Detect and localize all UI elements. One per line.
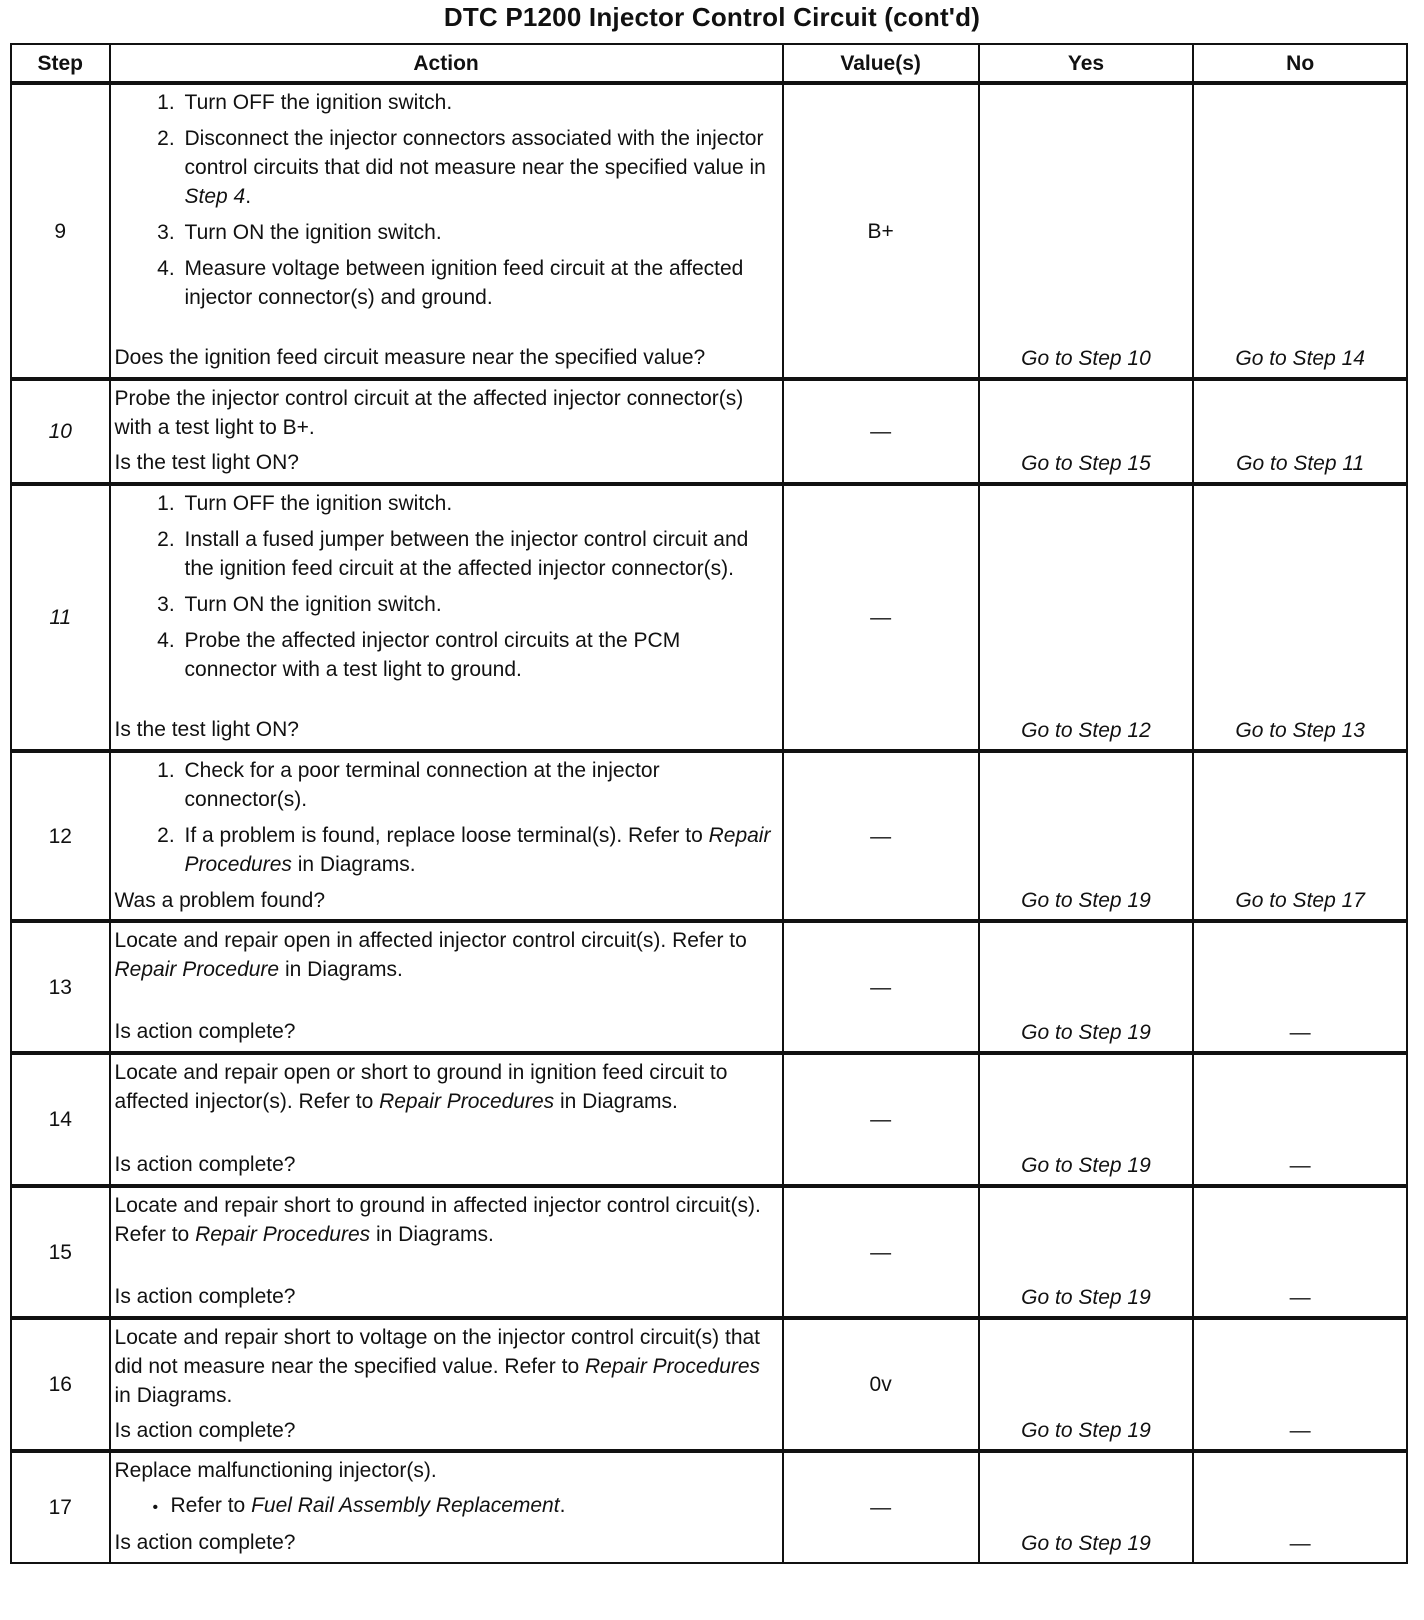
- list-item: [181, 590, 778, 619]
- action-cell: [110, 751, 783, 921]
- action-cell: [110, 1451, 783, 1563]
- reference-text: Repair Procedures: [584, 1355, 761, 1378]
- question-text: Is action complete?: [114, 1020, 296, 1043]
- step-number: 14: [11, 1053, 110, 1186]
- no-cell: Go to Step 11: [1193, 379, 1407, 484]
- question-text: Is action complete?: [114, 1531, 296, 1554]
- step-number: 9: [11, 83, 110, 379]
- action-paragraph: [115, 1323, 778, 1410]
- reference-text: Repair Procedures: [184, 824, 771, 876]
- table-body: [11, 83, 1407, 1563]
- list-item: [181, 124, 778, 211]
- action-cell: [110, 1053, 783, 1186]
- value-cell: —: [783, 921, 979, 1053]
- action-text: Locate and repair open in affected injector control circuit(s). Refer to: [114, 929, 747, 952]
- yes-cell: Go to Step 12: [979, 484, 1194, 751]
- value-cell: —: [783, 379, 979, 484]
- table-row: [11, 1186, 1407, 1318]
- no-cell: —: [1193, 1451, 1407, 1563]
- header-action: Action: [110, 44, 783, 83]
- action-text: Measure voltage between ignition feed circuit at the affected injector connector(s) and ground.: [184, 257, 744, 309]
- list-item: [181, 88, 778, 117]
- step-number: 11: [11, 484, 110, 751]
- step-number: 16: [11, 1318, 110, 1451]
- action-text-tail: in Diagrams.: [291, 853, 416, 876]
- reference-text: Repair Procedures: [379, 1090, 555, 1113]
- action-steps: [115, 489, 778, 684]
- action-text: Probe the injector control circuit at the affected injector connector(s) with a test light to B+.: [114, 387, 744, 439]
- question-text: Is action complete?: [114, 1419, 296, 1442]
- action-text: Turn ON the ignition switch.: [184, 221, 442, 244]
- yes-cell: Go to Step 19: [979, 751, 1194, 921]
- no-cell: —: [1193, 1053, 1407, 1186]
- list-item: [181, 821, 778, 879]
- header-row: [11, 44, 1407, 83]
- action-cell: [110, 921, 783, 1053]
- action-text: Install a fused jumper between the injector control circuit and the ignition feed circuit at the affected injector connector(s).: [184, 528, 749, 580]
- action-cell: [110, 484, 783, 751]
- action-cell: [110, 1186, 783, 1318]
- header-step: Step: [11, 44, 110, 83]
- question-text: Was a problem found?: [114, 889, 326, 912]
- value-cell: —: [783, 751, 979, 921]
- action-cell: [110, 379, 783, 484]
- action-text: Refer to: [170, 1494, 252, 1517]
- action-bullets: [115, 1491, 778, 1522]
- yes-cell: Go to Step 19: [979, 1318, 1194, 1451]
- reference-text: Step 4: [184, 185, 246, 208]
- table-row: [11, 484, 1407, 751]
- yes-cell: Go to Step 19: [979, 1053, 1194, 1186]
- action-text: Locate and repair short to ground in affected injector control circuit(s). Refer to: [114, 1194, 761, 1246]
- action-text: Locate and repair short to voltage on the injector control circuit(s) that did not measure near the specified value. Refer to: [114, 1326, 761, 1378]
- yes-cell: Go to Step 10: [979, 83, 1194, 379]
- list-item: [181, 254, 778, 312]
- action-paragraph: [115, 1191, 778, 1249]
- yes-cell: Go to Step 15: [979, 379, 1194, 484]
- list-item: [181, 489, 778, 518]
- action-text: Probe the affected injector control circuits at the PCM connector with a test light to ground.: [184, 629, 681, 681]
- yes-cell: Go to Step 19: [979, 1186, 1194, 1318]
- list-item: [181, 756, 778, 814]
- no-cell: —: [1193, 1318, 1407, 1451]
- yes-cell: Go to Step 19: [979, 1451, 1194, 1563]
- value-cell: —: [783, 1451, 979, 1563]
- value-cell: B+: [783, 83, 979, 379]
- action-text: Turn ON the ignition switch.: [184, 593, 442, 616]
- action-text: Replace malfunctioning injector(s).: [114, 1459, 437, 1482]
- header-no: No: [1193, 44, 1407, 83]
- action-text-tail: .: [245, 185, 252, 208]
- reference-text: Repair Procedures: [195, 1223, 371, 1246]
- action-text: Turn OFF the ignition switch.: [184, 91, 453, 114]
- action-cell: [110, 1318, 783, 1451]
- action-text-tail: in Diagrams.: [370, 1223, 494, 1246]
- reference-text: Repair Procedure: [114, 958, 280, 981]
- value-cell: —: [783, 484, 979, 751]
- action-text: Check for a poor terminal connection at the injector connector(s).: [184, 759, 660, 811]
- action-paragraph: [115, 1058, 778, 1116]
- step-number: 15: [11, 1186, 110, 1318]
- step-number: 13: [11, 921, 110, 1053]
- page-title: DTC P1200 Injector Control Circuit (cont'd): [443, 2, 981, 32]
- question-text: Is action complete?: [114, 1285, 296, 1308]
- action-cell: [110, 83, 783, 379]
- question-text: Does the ignition feed circuit measure near the specified value?: [114, 346, 706, 369]
- value-cell: —: [783, 1053, 979, 1186]
- header-yes: Yes: [979, 44, 1194, 83]
- action-paragraph: [115, 926, 778, 984]
- diagnostic-table: [10, 43, 1408, 1564]
- step-number: 12: [11, 751, 110, 921]
- table-row: [11, 1318, 1407, 1451]
- action-text: Disconnect the injector connectors associated with the injector control circuits that did not measure near the specified value in: [184, 127, 766, 179]
- bullet-item: [170, 1491, 778, 1522]
- value-cell: 0v: [783, 1318, 979, 1451]
- action-text-tail: .: [559, 1494, 566, 1517]
- no-cell: Go to Step 13: [1193, 484, 1407, 751]
- table-row: [11, 1451, 1407, 1563]
- step-number: 10: [11, 379, 110, 484]
- action-paragraph: [115, 1456, 778, 1485]
- no-cell: Go to Step 14: [1193, 83, 1407, 379]
- no-cell: —: [1193, 921, 1407, 1053]
- table-row: [11, 751, 1407, 921]
- action-text: Turn OFF the ignition switch.: [184, 492, 453, 515]
- no-cell: Go to Step 17: [1193, 751, 1407, 921]
- question-text: Is the test light ON?: [114, 451, 299, 474]
- action-paragraph: [115, 384, 778, 442]
- diagnostic-table-container: [10, 43, 1408, 1564]
- yes-cell: Go to Step 19: [979, 921, 1194, 1053]
- action-text-tail: in Diagrams.: [279, 958, 403, 981]
- header-values: Value(s): [783, 44, 979, 83]
- list-item: [181, 525, 778, 583]
- action-steps: [115, 88, 778, 312]
- question-text: Is the test light ON?: [114, 718, 299, 741]
- no-cell: —: [1193, 1186, 1407, 1318]
- table-row: [11, 83, 1407, 379]
- action-text-tail: in Diagrams.: [554, 1090, 678, 1113]
- action-text: Locate and repair open or short to ground in ignition feed circuit to affected injector(s). Refer to: [114, 1061, 728, 1113]
- list-item: [181, 218, 778, 247]
- table-row: [11, 379, 1407, 484]
- action-text-tail: in Diagrams.: [114, 1384, 233, 1407]
- step-number: 17: [11, 1451, 110, 1563]
- value-cell: —: [783, 1186, 979, 1318]
- table-row: [11, 1053, 1407, 1186]
- action-text: If a problem is found, replace loose terminal(s). Refer to: [184, 824, 709, 847]
- table-row: [11, 921, 1407, 1053]
- question-text: Is action complete?: [114, 1153, 296, 1176]
- reference-text: Fuel Rail Assembly Replacement: [251, 1494, 560, 1517]
- action-steps: [115, 756, 778, 879]
- list-item: [181, 626, 778, 684]
